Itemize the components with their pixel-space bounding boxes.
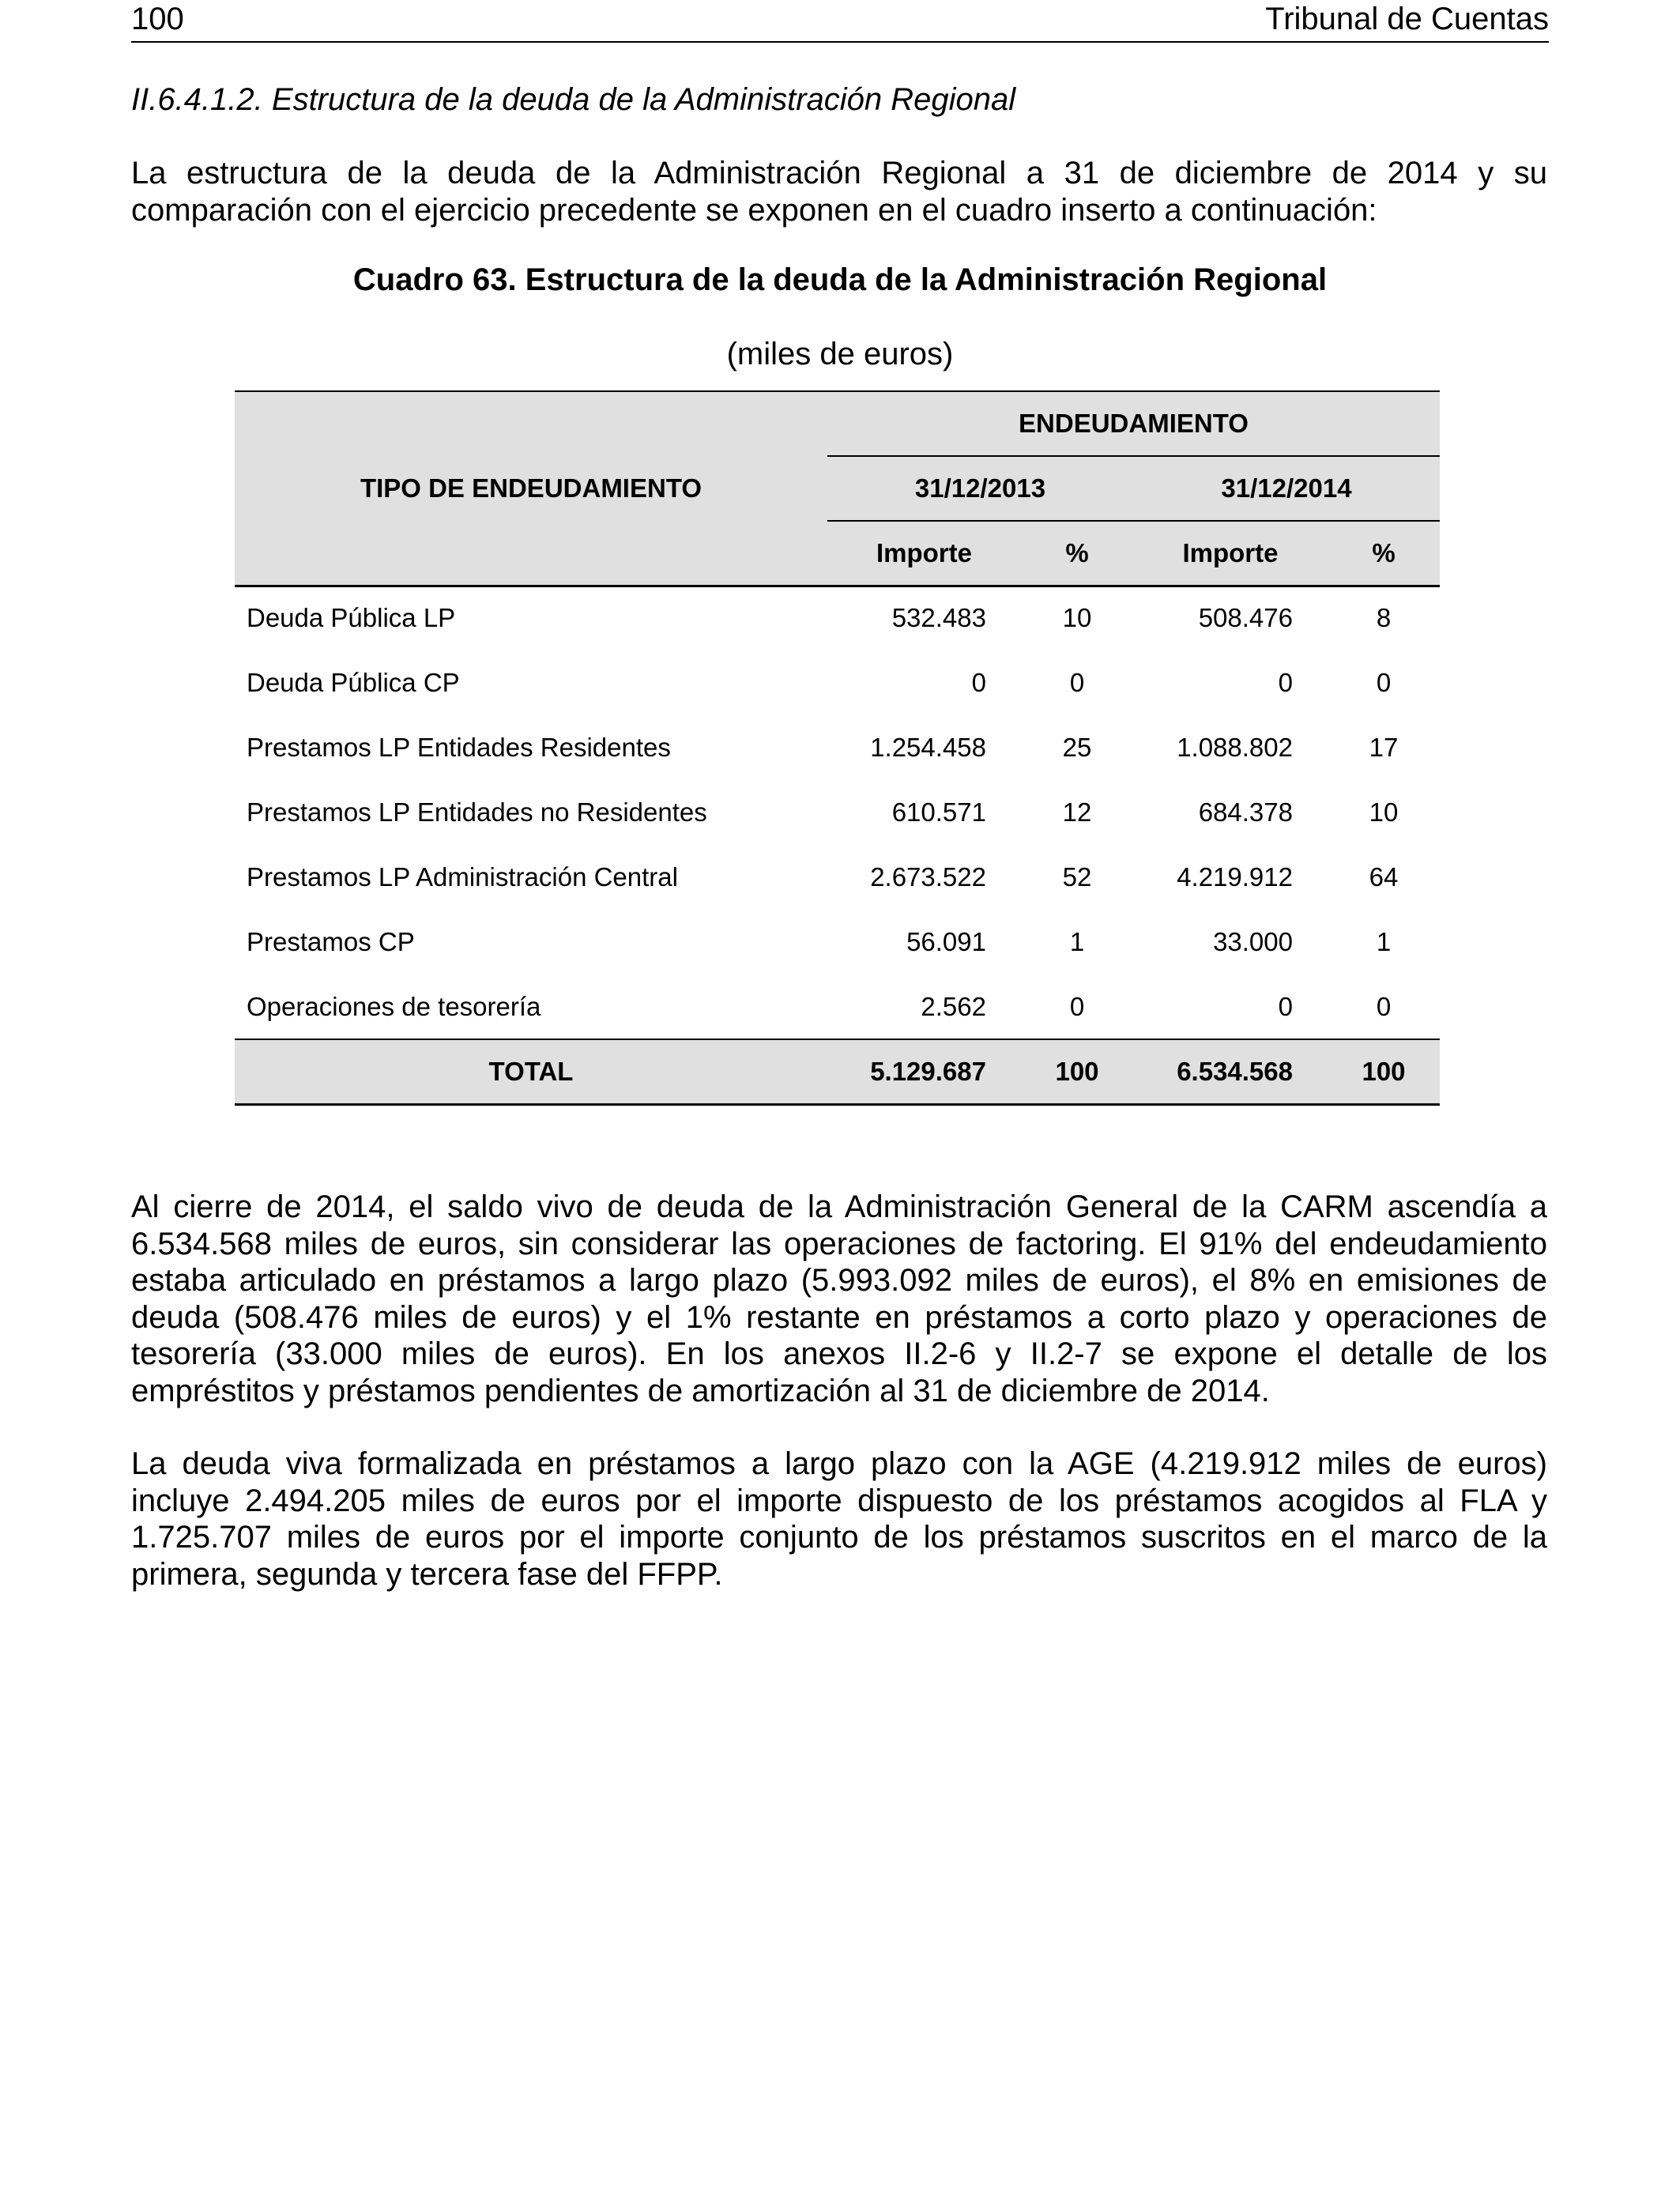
amount-2013: 532.483	[827, 586, 1021, 650]
pct-2013: 52	[1021, 845, 1133, 910]
amount-2014: 684.378	[1133, 780, 1328, 845]
row-label: Prestamos LP Administración Central	[235, 845, 827, 910]
table-title: Cuadro 63. Estructura de la deuda de la Administración Regional	[352, 262, 1328, 297]
pct-2014: 10	[1328, 780, 1440, 845]
row-label: Deuda Pública CP	[235, 650, 827, 715]
amount-2013: 56.091	[827, 910, 1021, 974]
header-group: ENDEUDAMIENTO	[827, 391, 1440, 456]
row-label: Operaciones de tesorería	[235, 974, 827, 1039]
header-type: TIPO DE ENDEUDAMIENTO	[235, 391, 827, 586]
pct-2014: 0	[1328, 974, 1440, 1039]
pct-2014: 1	[1328, 910, 1440, 974]
total-pct-2013: 100	[1021, 1039, 1133, 1104]
row-label: Prestamos LP Entidades Residentes	[235, 715, 827, 780]
total-row	[235, 1039, 1440, 1104]
header-year-2013: 31/12/2013	[827, 456, 1133, 521]
page-header	[131, 0, 1549, 43]
table-row	[235, 974, 1440, 1039]
section-heading: II.6.4.1.2. Estructura de la deuda de la Administración Regional	[131, 82, 1016, 117]
header-pct-2014: %	[1328, 521, 1440, 586]
body-paragraph: Al cierre de 2014, el saldo vivo de deuda de la Administración General de la CARM ascendía a 6.534.568 miles de euros, sin considerar las operaciones de factoring. El 91% del endeudamiento estaba articulado en préstamos a largo plazo (5.993.092 miles de euros), el 8% en emisiones de deuda (508.476 miles de euros) y el 1% restante en préstamos a corto plazo y operaciones de tesorería (33.000 miles de euros). En los anexos II.2-6 y II.2-7 se expone el detalle de los empréstitos y préstamos pendientes de amortización al 31 de diciembre de 2014.	[131, 1189, 1547, 1408]
amount-2014: 508.476	[1133, 586, 1328, 650]
header-amount-2014: Importe	[1133, 521, 1328, 586]
table-header-row	[235, 391, 1440, 456]
header-amount-2013: Importe	[827, 521, 1021, 586]
pct-2013: 0	[1021, 974, 1133, 1039]
table-subtitle: (miles de euros)	[726, 337, 954, 371]
header-year-2014: 31/12/2014	[1133, 456, 1440, 521]
pct-2014: 0	[1328, 650, 1440, 715]
table-row	[235, 715, 1440, 780]
intro-paragraph: La estructura de la deuda de la Administración Regional a 31 de diciembre de 2014 y su comparación con el ejercicio precedente se exponen en el cuadro inserto a continuación:	[131, 156, 1547, 228]
debt-structure-table	[235, 390, 1440, 1106]
pct-2014: 17	[1328, 715, 1440, 780]
total-label: TOTAL	[235, 1039, 827, 1104]
pct-2014: 64	[1328, 845, 1440, 910]
row-label: Prestamos LP Entidades no Residentes	[235, 780, 827, 845]
pct-2013: 12	[1021, 780, 1133, 845]
header-pct-2013: %	[1021, 521, 1133, 586]
page-number: 100	[131, 2, 184, 36]
pct-2013: 0	[1021, 650, 1133, 715]
amount-2013: 610.571	[827, 780, 1021, 845]
total-pct-2014: 100	[1328, 1039, 1440, 1104]
header-title: Tribunal de Cuentas	[1265, 2, 1549, 36]
table-row	[235, 586, 1440, 650]
table-row	[235, 910, 1440, 974]
amount-2013: 0	[827, 650, 1021, 715]
body-paragraph: La deuda viva formalizada en préstamos a largo plazo con la AGE (4.219.912 miles de euros) incluye 2.494.205 miles de euros por el importe dispuesto de los préstamos acogidos al FLA y 1.725.707 miles de euros por el importe conjunto de los préstamos suscritos en el marco de la primera, segunda y tercera fase del FFPP.	[131, 1446, 1547, 1592]
pct-2013: 1	[1021, 910, 1133, 974]
amount-2013: 2.562	[827, 974, 1021, 1039]
amount-2013: 1.254.458	[827, 715, 1021, 780]
table-row	[235, 845, 1440, 910]
amount-2014: 0	[1133, 650, 1328, 715]
row-label: Deuda Pública LP	[235, 586, 827, 650]
total-amount-2014: 6.534.568	[1133, 1039, 1328, 1104]
amount-2014: 4.219.912	[1133, 845, 1328, 910]
table-row	[235, 650, 1440, 715]
pct-2013: 10	[1021, 586, 1133, 650]
table-row	[235, 780, 1440, 845]
amount-2014: 33.000	[1133, 910, 1328, 974]
amount-2013: 2.673.522	[827, 845, 1021, 910]
total-amount-2013: 5.129.687	[827, 1039, 1021, 1104]
row-label: Prestamos CP	[235, 910, 827, 974]
amount-2014: 1.088.802	[1133, 715, 1328, 780]
pct-2014: 8	[1328, 586, 1440, 650]
pct-2013: 25	[1021, 715, 1133, 780]
amount-2014: 0	[1133, 974, 1328, 1039]
